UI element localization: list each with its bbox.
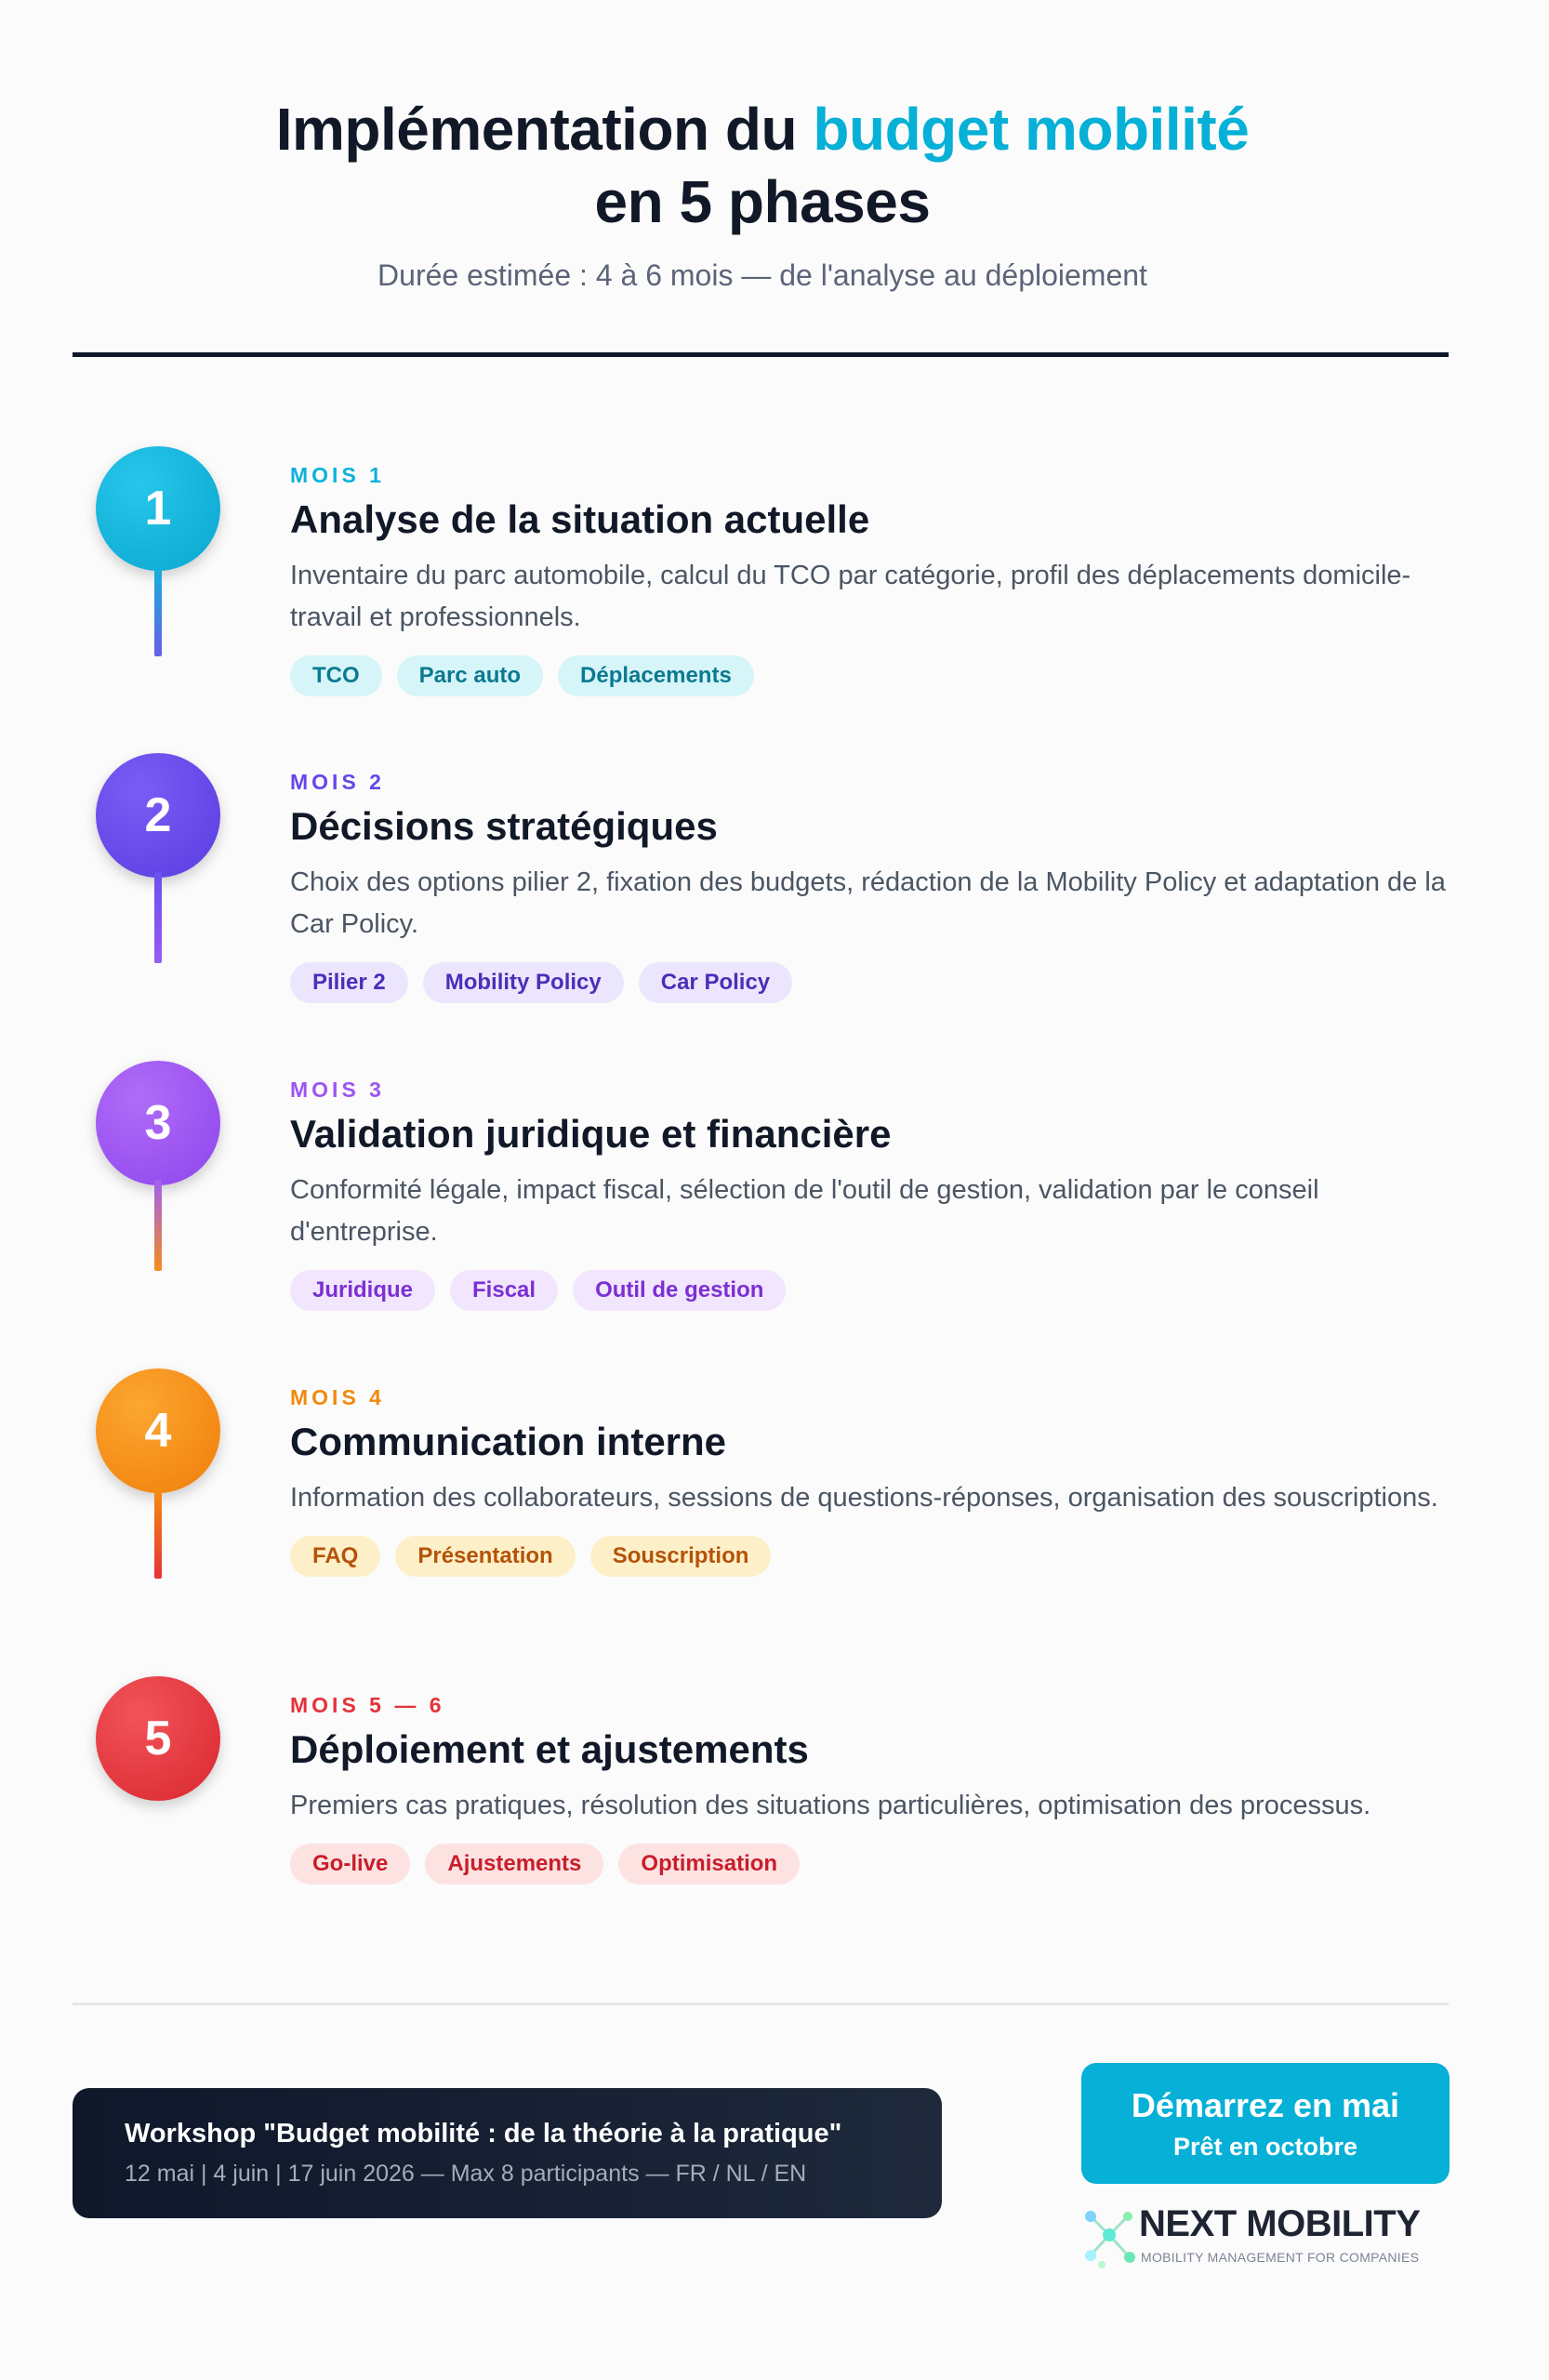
tag: Go-live	[290, 1844, 410, 1884]
tag: Car Policy	[639, 962, 792, 1003]
timeline-connector	[154, 1488, 162, 1579]
start-cta-button[interactable]	[1081, 2063, 1450, 2184]
title-part2: en 5 phases	[594, 168, 931, 235]
page-title	[0, 93, 1525, 238]
tag: Pilier 2	[290, 962, 408, 1003]
tag: Souscription	[590, 1536, 772, 1577]
footer-divider	[73, 2003, 1449, 2005]
tag: Déplacements	[558, 655, 754, 696]
phase-number-badge: 2	[96, 753, 220, 878]
tag: FAQ	[290, 1536, 380, 1577]
timeline-connector	[154, 1180, 162, 1271]
phase-2	[0, 753, 1549, 1032]
phase-title: Analyse de la situation actuelle	[290, 497, 870, 541]
workshop-details: 12 mai | 4 juin | 17 juin 2026 — Max 8 participants — FR / NL / EN	[125, 2161, 807, 2187]
title-part1: Implémentation du	[275, 96, 814, 163]
workshop-title: Workshop "Budget mobilité : de la théorie à la pratique"	[125, 2119, 842, 2149]
tag: Juridique	[290, 1270, 435, 1311]
molecule-logo-icon	[1081, 2203, 1139, 2272]
phase-tags	[290, 962, 1452, 1003]
phase-month: MOIS 3	[290, 1078, 385, 1102]
tag: Parc auto	[397, 655, 543, 696]
phase-number-badge: 4	[96, 1368, 220, 1493]
workshop-banner[interactable]	[73, 2088, 942, 2218]
phase-tags	[290, 1270, 1452, 1311]
phase-tags	[290, 1844, 1452, 1884]
logo-tagline: MOBILITY MANAGEMENT FOR COMPANIES	[1141, 2250, 1420, 2265]
phase-title: Communication interne	[290, 1420, 727, 1463]
phase-number-badge: 3	[96, 1061, 220, 1185]
cta-sub-label: Prêt en octobre	[1172, 2132, 1358, 2161]
tag: Optimisation	[618, 1844, 800, 1884]
phase-number-badge: 1	[96, 446, 220, 571]
header	[0, 93, 1525, 293]
phase-number-badge: 5	[96, 1676, 220, 1801]
phase-description: Conformité légale, impact fiscal, sélection de l'outil de gestion, validation par le conseil d'entreprise.	[290, 1175, 1319, 1247]
phase-3	[0, 1061, 1549, 1340]
phase-tags	[290, 655, 1452, 696]
tag: Présentation	[395, 1536, 575, 1577]
phase-1	[0, 446, 1549, 725]
phase-description: Premiers cas pratiques, résolution des situations particulières, optimisation des processus.	[290, 1791, 1371, 1820]
phase-month: MOIS 1	[290, 463, 385, 487]
title-accent: budget mobilité	[813, 96, 1250, 163]
cta-main-label: Démarrez en mai	[1131, 2085, 1400, 2124]
phase-title: Déploiement et ajustements	[290, 1727, 809, 1771]
logo-name: NEXT MOBILITY	[1139, 2203, 1421, 2244]
tag: Mobility Policy	[423, 962, 624, 1003]
phase-title: Décisions stratégiques	[290, 804, 718, 848]
tag: Outil de gestion	[573, 1270, 786, 1311]
phase-month: MOIS 5 — 6	[290, 1693, 445, 1717]
phase-month: MOIS 4	[290, 1385, 385, 1409]
tag: Fiscal	[450, 1270, 558, 1311]
subtitle: Durée estimée : 4 à 6 mois — de l'analyse au déploiement	[377, 258, 1147, 292]
phase-5	[0, 1676, 1549, 1955]
phase-month: MOIS 2	[290, 770, 385, 794]
tag: Ajustements	[425, 1844, 603, 1884]
phase-title: Validation juridique et financière	[290, 1112, 892, 1156]
phase-4	[0, 1368, 1549, 1647]
timeline-connector	[154, 565, 162, 656]
header-divider	[73, 352, 1449, 357]
phase-tags	[290, 1536, 1452, 1577]
phase-description: Inventaire du parc automobile, calcul du TCO par catégorie, profil des déplacements domicile-travail et professionnels.	[290, 561, 1411, 632]
tag: TCO	[290, 655, 382, 696]
phase-description: Information des collaborateurs, sessions de questions-réponses, organisation des souscriptions.	[290, 1483, 1438, 1513]
phase-description: Choix des options pilier 2, fixation des budgets, rédaction de la Mobility Policy et adaptation de la Car Policy.	[290, 867, 1446, 939]
timeline-connector	[154, 872, 162, 963]
next-mobility-logo	[1081, 2202, 1453, 2276]
